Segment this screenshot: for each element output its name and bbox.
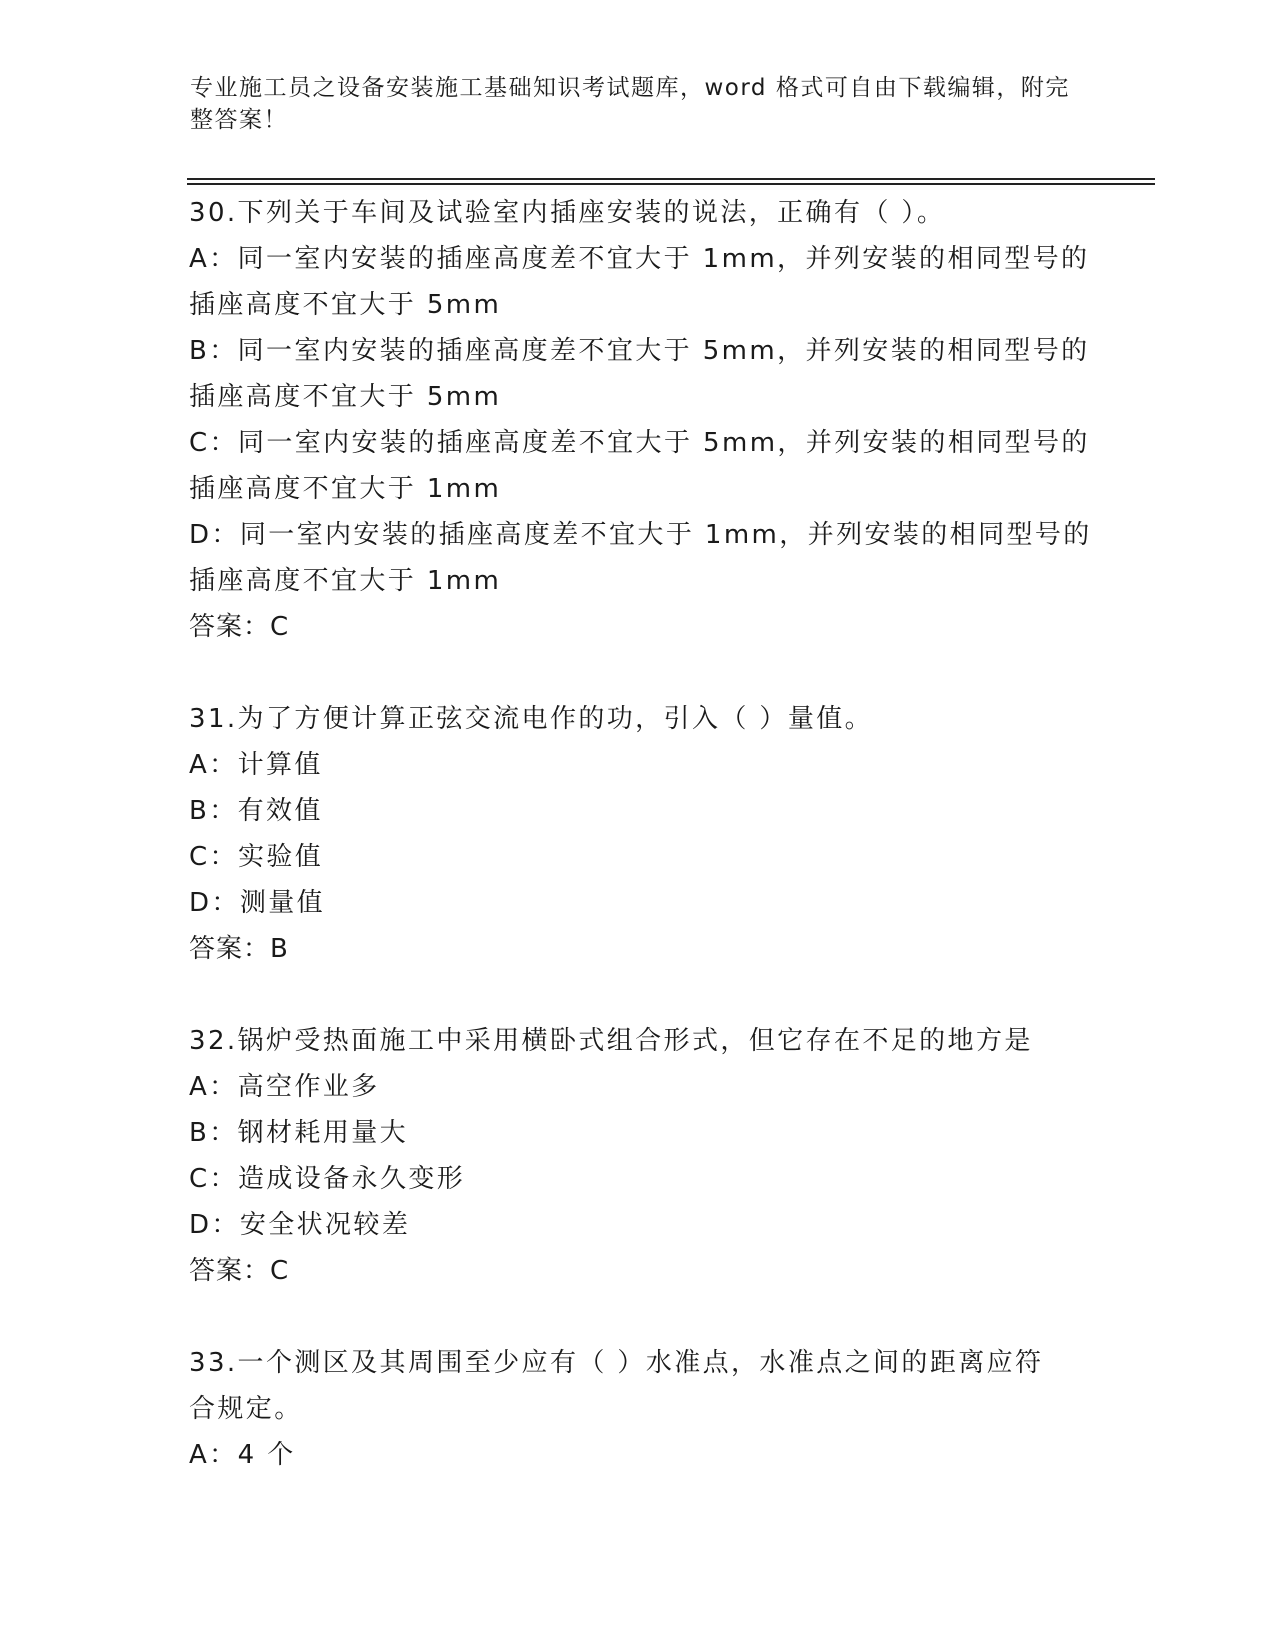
question-stem: 33.一个测区及其周围至少应有（ ）水准点，水准点之间的距离应符 <box>189 1348 1044 1378</box>
question-stem: 30.下列关于车间及试验室内插座安装的说法，正确有（ ）。 <box>189 198 946 228</box>
spacer <box>189 972 1069 1018</box>
answer: 答案：B <box>189 934 289 964</box>
header-divider-bottom <box>187 183 1155 185</box>
option-b: B：钢材耗用量大 <box>189 1118 409 1148</box>
answer: 答案：C <box>189 1256 290 1286</box>
spacer <box>189 650 1069 696</box>
header-line-2: 整答案！ <box>190 107 288 133</box>
option-a: A：同一室内安装的插座高度差不宜大于 1mm，并列安装的相同型号的 <box>189 244 1090 274</box>
question-stem: 32.锅炉受热面施工中采用横卧式组合形式，但它存在不足的地方是 <box>189 1026 1033 1056</box>
question-stem: 31.为了方便计算正弦交流电作的功，引入（ ）量值。 <box>189 704 874 734</box>
option-c: C：造成设备永久变形 <box>189 1164 466 1194</box>
question-33 <box>189 1340 1069 1478</box>
option-a-cont: 插座高度不宜大于 5mm <box>189 290 502 320</box>
question-30 <box>189 190 1092 650</box>
option-a: A：4 个 <box>189 1440 296 1470</box>
document-header <box>190 72 1070 136</box>
option-d: D：同一室内安装的插座高度差不宜大于 1mm，并列安装的相同型号的 <box>189 520 1092 550</box>
option-c: C：实验值 <box>189 842 324 872</box>
option-b: B：同一室内安装的插座高度差不宜大于 5mm，并列安装的相同型号的 <box>189 336 1090 366</box>
question-list <box>189 190 1092 1478</box>
spacer <box>189 1294 1069 1340</box>
option-d: D：安全状况较差 <box>189 1210 411 1240</box>
question-31 <box>189 696 1069 972</box>
option-c-cont: 插座高度不宜大于 1mm <box>189 474 502 504</box>
header-divider-top <box>187 178 1155 180</box>
option-b-cont: 插座高度不宜大于 5mm <box>189 382 502 412</box>
option-a: A：计算值 <box>189 750 323 780</box>
option-b: B：有效值 <box>189 796 323 826</box>
answer: 答案：C <box>189 612 290 642</box>
question-stem-cont: 合规定。 <box>189 1394 303 1424</box>
option-d-cont: 插座高度不宜大于 1mm <box>189 566 502 596</box>
option-c: C：同一室内安装的插座高度差不宜大于 5mm，并列安装的相同型号的 <box>189 428 1090 458</box>
question-32 <box>189 1018 1069 1294</box>
option-a: A：高空作业多 <box>189 1072 380 1102</box>
option-d: D：测量值 <box>189 888 326 918</box>
header-line-1: 专业施工员之设备安装施工基础知识考试题库，word 格式可自由下载编辑，附完 <box>190 75 1070 101</box>
